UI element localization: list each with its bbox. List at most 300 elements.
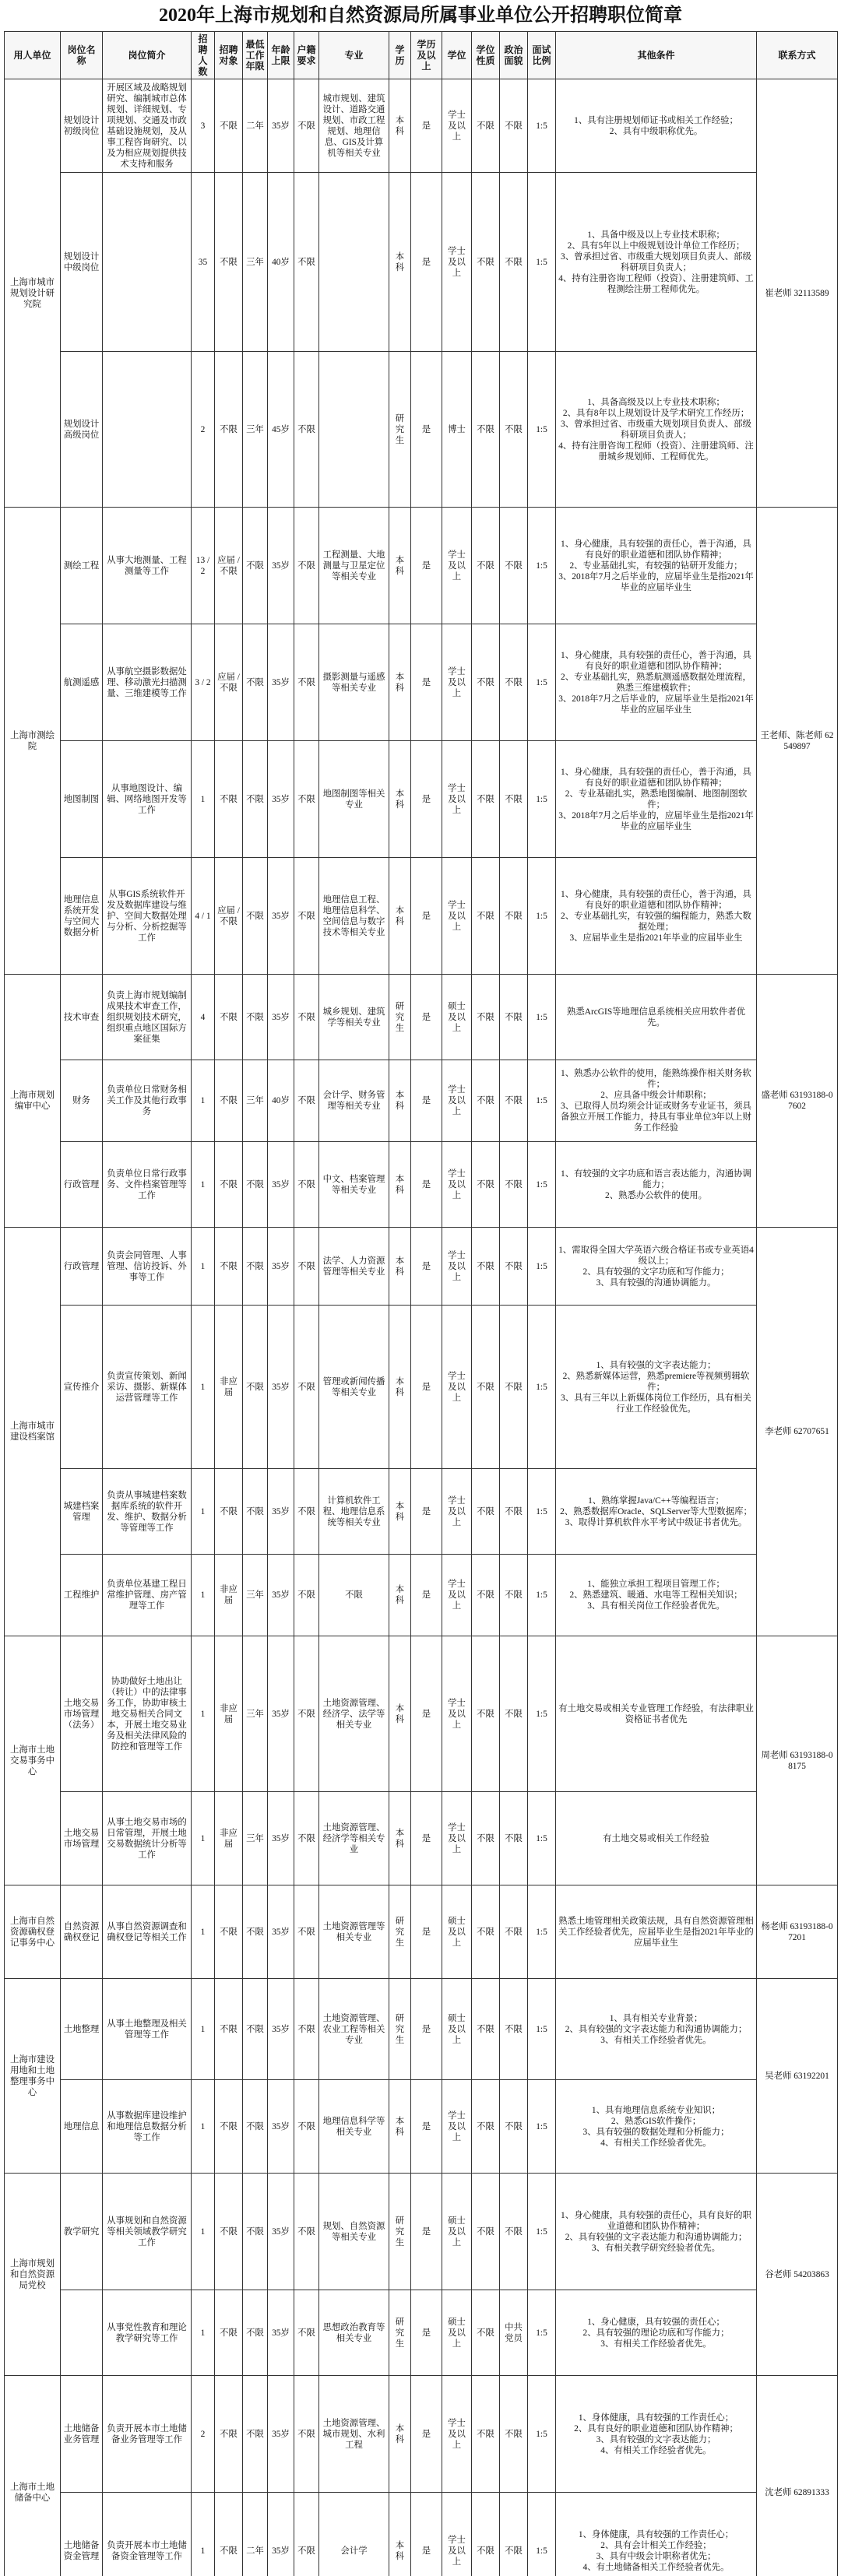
recruit-count: 1 (192, 2174, 215, 2290)
degree: 学士及以上 (442, 2080, 472, 2174)
position-intro: 开展区域及战略规划研究、编制城市总体规划、详细规划、专项规划、交通及市政基础设施规划，及从事工程咨询研究、以及为相应规划提供技术支持和服务 (103, 79, 192, 173)
interview-ratio: 1:5 (528, 1060, 556, 1142)
condition-line: 3、具有较强的数据处理和分析能力； (582, 2127, 730, 2137)
recruit-count: 1 (192, 741, 215, 858)
degree: 学士及以上 (442, 508, 472, 624)
education-or-above: 是 (411, 624, 442, 741)
table-row (5, 2174, 838, 2290)
hukou-requirement: 不限 (294, 858, 319, 975)
min-years: 三年 (243, 1555, 268, 1636)
recruit-target: 不限 (215, 1228, 243, 1306)
condition-line: 1、能独立承担工程项目管理工作； (587, 1580, 725, 1589)
column-header: 联系方式 (757, 32, 838, 79)
min-years: 不限 (243, 975, 268, 1060)
table-row (5, 741, 838, 858)
table-row (5, 508, 838, 624)
age-limit: 40岁 (268, 173, 294, 352)
position-name: 土地整理 (61, 1979, 103, 2080)
education-or-above: 是 (411, 1469, 442, 1555)
political-status: 不限 (500, 352, 528, 508)
table-row (5, 1060, 838, 1142)
recruit-count: 1 (192, 1885, 215, 1979)
column-header: 学位 (442, 32, 472, 79)
column-header: 岗位简介 (103, 32, 192, 79)
other-conditions (556, 1555, 757, 1636)
position-intro: 负责开展本市土地储备业务管理等工作 (103, 2376, 192, 2493)
condition-line: 1、有较强的文字功底和语言表达能力，沟通协调能力； (561, 1169, 751, 1190)
condition-line: 1、身心健康，具有较强的责任心，善于沟通，具有良好的职业道德和团队协作精神； (561, 767, 751, 788)
education: 本科 (389, 1555, 411, 1636)
degree-type: 不限 (472, 508, 500, 624)
condition-line: 4、有土地储备相关工作经验者优先。 (582, 2562, 730, 2572)
condition-line: 1、身体健康，具有较强的工作责任心； (578, 2529, 734, 2539)
position-name: 财务 (61, 1060, 103, 1142)
education: 本科 (389, 79, 411, 173)
table-header-row (5, 32, 838, 79)
hukou-requirement: 不限 (294, 1792, 319, 1885)
hukou-requirement: 不限 (294, 1979, 319, 2080)
condition-line: 2、熟悉数据库Oracle、SQLServer等大型数据库； (560, 1506, 752, 1516)
position-intro: 从事土地交易市场的日常管理，开展土地交易数据统计分析等工作 (103, 1792, 192, 1885)
education-or-above: 是 (411, 858, 442, 975)
political-status: 不限 (500, 1142, 528, 1228)
major: 城乡规划、建筑学等相关专业 (319, 975, 389, 1060)
other-conditions (556, 741, 757, 858)
min-years: 不限 (243, 1979, 268, 2080)
recruit-count: 3 (192, 79, 215, 173)
degree: 学士及以上 (442, 1306, 472, 1469)
min-years: 不限 (243, 2376, 268, 2493)
condition-line: 1、身心健康，具有较强的责任心，具有良好的职业道德和团队协作精神； (561, 2210, 751, 2231)
other-conditions (556, 1306, 757, 1469)
min-years: 二年 (243, 2493, 268, 2576)
age-limit: 35岁 (268, 624, 294, 741)
table-row (5, 1306, 838, 1469)
table-row (5, 352, 838, 508)
recruit-count: 1 (192, 1555, 215, 1636)
recruit-target: 非应届 (215, 1792, 243, 1885)
interview-ratio: 1:5 (528, 1306, 556, 1469)
major: 土地资源管理、经济学、法学等相关专业 (319, 1636, 389, 1792)
hukou-requirement: 不限 (294, 1555, 319, 1636)
major: 土地资源管理、城市规划、水利工程 (319, 2376, 389, 2493)
condition-line: 3、取得计算机软件水平考试中级证书者优先。 (565, 1517, 748, 1527)
position-intro (103, 173, 192, 352)
age-limit: 35岁 (268, 2290, 294, 2376)
condition-line: 1、身体健康，具有较强的工作责任心； (578, 2413, 734, 2423)
education-or-above: 是 (411, 2174, 442, 2290)
condition-line: 有土地交易或相关工作经验 (603, 1833, 709, 1843)
table-row (5, 1555, 838, 1636)
education: 本科 (389, 173, 411, 352)
age-limit: 35岁 (268, 2493, 294, 2576)
position-name: 自然资源确权登记 (61, 1885, 103, 1979)
position-intro: 负责宣传策划、新闻采访、摄影、新媒体运营管理等工作 (103, 1306, 192, 1469)
age-limit: 35岁 (268, 1142, 294, 1228)
education-or-above: 是 (411, 2376, 442, 2493)
age-limit: 35岁 (268, 975, 294, 1060)
interview-ratio: 1:5 (528, 2174, 556, 2290)
unit-name: 上海市测绘院 (5, 508, 61, 975)
condition-line: 2、具有较强的文字功底和写作能力； (582, 1267, 730, 1277)
recruit-target: 应届 / 不限 (215, 508, 243, 624)
unit-name: 上海市规划编审中心 (5, 975, 61, 1228)
position-intro: 从事航空摄影数据处理、移动激光扫描测量、三维建模等工作 (103, 624, 192, 741)
political-status: 不限 (500, 2493, 528, 2576)
education: 研究生 (389, 975, 411, 1060)
major: 管理或新闻传播等相关专业 (319, 1306, 389, 1469)
condition-line: 3、2018年7月之后毕业的，应届毕业生是指2021年毕业的应届毕业生 (558, 694, 754, 715)
position-name: 宣传推介 (61, 1306, 103, 1469)
contact-info: 杨老师 63193188-07201 (757, 1885, 838, 1979)
education: 研究生 (389, 2290, 411, 2376)
education-or-above: 是 (411, 508, 442, 624)
education-or-above: 是 (411, 1142, 442, 1228)
contact-info: 王老师、陈老师 62549897 (757, 508, 838, 975)
degree-type: 不限 (472, 1979, 500, 2080)
condition-line: 3、2018年7月之后毕业的，应届毕业生是指2021年毕业的应届毕业生 (558, 810, 754, 831)
condition-line: 1、熟练掌握Java/C++等编程语言； (588, 1495, 724, 1506)
min-years: 三年 (243, 1636, 268, 1792)
degree: 硕士及以上 (442, 1979, 472, 2080)
min-years: 三年 (243, 1792, 268, 1885)
position-intro: 从事党性教育和理论教学研究等工作 (103, 2290, 192, 2376)
interview-ratio: 1:5 (528, 2080, 556, 2174)
unit-name: 上海市城市规划设计研究院 (5, 79, 61, 508)
column-header: 用人单位 (5, 32, 61, 79)
interview-ratio: 1:5 (528, 1469, 556, 1555)
condition-line: 3、有相关工作经验者优先。 (600, 2035, 712, 2045)
condition-line: 3、已取得人员均须会计证或财务专业证书，须具备独立开展工作能力，持具有事业单位3年以上财务工作经验 (561, 1102, 751, 1133)
condition-line: 1、具有地理信息系统专业知识； (591, 2105, 721, 2115)
contact-info: 周老师 63193188-08175 (757, 1636, 838, 1885)
age-limit: 35岁 (268, 1636, 294, 1792)
position-name: 规划设计初级岗位 (61, 79, 103, 173)
table-row (5, 975, 838, 1060)
position-intro: 负责开展本市土地储备资金管理等工作 (103, 2493, 192, 2576)
recruit-count: 1 (192, 1636, 215, 1792)
position-name: 教学研究 (61, 2174, 103, 2290)
education-or-above: 是 (411, 2080, 442, 2174)
table-row (5, 2290, 838, 2376)
political-status: 不限 (500, 173, 528, 352)
degree: 学士及以上 (442, 79, 472, 173)
major: 会计学、财务管理等相关专业 (319, 1060, 389, 1142)
education: 本科 (389, 1228, 411, 1306)
age-limit: 35岁 (268, 2174, 294, 2290)
political-status: 中共党员 (500, 2290, 528, 2376)
recruit-target: 不限 (215, 2376, 243, 2493)
hukou-requirement: 不限 (294, 2174, 319, 2290)
condition-line: 1、身心健康，具有较强的责任心，善于沟通，具有良好的职业道德和团队协作精神； (561, 539, 751, 560)
position-intro: 负责单位日常财务相关工作及其他行政事务 (103, 1060, 192, 1142)
min-years: 不限 (243, 741, 268, 858)
degree-type: 不限 (472, 1228, 500, 1306)
political-status: 不限 (500, 858, 528, 975)
degree-type: 不限 (472, 741, 500, 858)
degree: 学士及以上 (442, 741, 472, 858)
other-conditions (556, 79, 757, 173)
position-name: 地理信息 (61, 2080, 103, 2174)
education: 本科 (389, 2493, 411, 2576)
condition-line: 1、具有相关专业背景； (609, 2013, 703, 2023)
degree-type: 不限 (472, 79, 500, 173)
position-intro: 负责会同管理、人事管理、信访投诉、外事等工作 (103, 1228, 192, 1306)
hukou-requirement: 不限 (294, 1469, 319, 1555)
min-years: 不限 (243, 2174, 268, 2290)
interview-ratio: 1:5 (528, 1228, 556, 1306)
condition-line: 4、有相关工作经验者优先。 (600, 2138, 712, 2148)
condition-line: 2、熟悉GIS软件操作； (611, 2116, 702, 2126)
position-intro: 负责单位日常行政事务、文件档案管理等工作 (103, 1142, 192, 1228)
recruit-count: 3 / 2 (192, 624, 215, 741)
condition-line: 1、需取得全国大学英语六级合格证书或专业英语4级以上； (558, 1245, 754, 1266)
interview-ratio: 1:5 (528, 975, 556, 1060)
position-intro: 从事GIS系统软件开发及数据库建设与维护、空间大数据处理与分析、分析挖掘等工作 (103, 858, 192, 975)
political-status: 不限 (500, 79, 528, 173)
interview-ratio: 1:5 (528, 1979, 556, 2080)
hukou-requirement: 不限 (294, 173, 319, 352)
recruit-target: 不限 (215, 1979, 243, 2080)
degree-type: 不限 (472, 858, 500, 975)
education: 本科 (389, 1060, 411, 1142)
degree: 硕士及以上 (442, 1885, 472, 1979)
other-conditions (556, 2376, 757, 2493)
condition-line: 1、具备中级及以上专业技术职称； (587, 230, 725, 240)
condition-line: 2、具有会计相关工作经验； (600, 2540, 712, 2550)
column-header: 最低工作年限 (243, 32, 268, 79)
recruit-target: 不限 (215, 1469, 243, 1555)
column-header: 政治面貌 (500, 32, 528, 79)
hukou-requirement: 不限 (294, 1142, 319, 1228)
degree-type: 不限 (472, 2376, 500, 2493)
recruit-target: 不限 (215, 1885, 243, 1979)
condition-line: 2、具有中级职称优先。 (609, 126, 703, 136)
education-or-above: 是 (411, 1306, 442, 1469)
hukou-requirement: 不限 (294, 2376, 319, 2493)
major: 土地资源管理等相关专业 (319, 1885, 389, 1979)
hukou-requirement: 不限 (294, 624, 319, 741)
recruit-count: 1 (192, 1228, 215, 1306)
hukou-requirement: 不限 (294, 79, 319, 173)
age-limit: 35岁 (268, 1469, 294, 1555)
min-years: 不限 (243, 1306, 268, 1469)
column-header: 学历 (389, 32, 411, 79)
degree-type: 不限 (472, 1792, 500, 1885)
age-limit: 35岁 (268, 1792, 294, 1885)
other-conditions (556, 508, 757, 624)
unit-name: 上海市城市建设档案馆 (5, 1228, 61, 1636)
table-row (5, 1979, 838, 2080)
table-body (5, 79, 838, 2576)
age-limit: 45岁 (268, 352, 294, 508)
condition-line: 熟悉土地管理相关政策法规，具有自然资源管理相关工作经验者优先，应届毕业生是指2021年毕业的应届毕业生 (558, 1916, 754, 1948)
column-header: 年龄上限 (268, 32, 294, 79)
hukou-requirement: 不限 (294, 975, 319, 1060)
min-years: 二年 (243, 79, 268, 173)
condition-line: 2、专业基础扎实，有较强的钻研开发能力； (569, 561, 743, 571)
recruit-target: 不限 (215, 2493, 243, 2576)
education: 研究生 (389, 1885, 411, 1979)
hukou-requirement: 不限 (294, 1306, 319, 1469)
condition-line: 3、应届毕业生是指2021年毕业的应届毕业生 (569, 933, 743, 943)
political-status: 不限 (500, 508, 528, 624)
major: 摄影测量与遥感等相关专业 (319, 624, 389, 741)
age-limit: 35岁 (268, 508, 294, 624)
recruit-count: 1 (192, 1306, 215, 1469)
degree-type: 不限 (472, 1060, 500, 1142)
major: 中文、档案管理等相关专业 (319, 1142, 389, 1228)
other-conditions (556, 2290, 757, 2376)
age-limit: 35岁 (268, 2080, 294, 2174)
position-intro (103, 352, 192, 508)
condition-line: 1、身心健康，具有较强的责任心，善于沟通，具有良好的职业道德和团队协作精神； (561, 650, 751, 671)
interview-ratio: 1:5 (528, 173, 556, 352)
position-name: 土地交易市场管理（法务） (61, 1636, 103, 1792)
position-intro: 负责从事城建档案数据库系统的软件开发、维护、数据分析等管理等工作 (103, 1469, 192, 1555)
degree-type: 不限 (472, 1636, 500, 1792)
column-header: 岗位名称 (61, 32, 103, 79)
recruit-count: 1 (192, 1792, 215, 1885)
political-status: 不限 (500, 2376, 528, 2493)
table-row (5, 1885, 838, 1979)
political-status: 不限 (500, 1885, 528, 1979)
min-years: 不限 (243, 508, 268, 624)
position-name: 土地交易市场管理 (61, 1792, 103, 1885)
column-header: 招聘对象 (215, 32, 243, 79)
education-or-above: 是 (411, 1979, 442, 2080)
min-years: 不限 (243, 2290, 268, 2376)
major: 思想政治教育等相关专业 (319, 2290, 389, 2376)
table-row (5, 858, 838, 975)
interview-ratio: 1:5 (528, 1142, 556, 1228)
other-conditions (556, 1885, 757, 1979)
unit-name: 上海市土地交易事务中心 (5, 1636, 61, 1885)
political-status: 不限 (500, 1306, 528, 1469)
recruitment-table (4, 31, 838, 2576)
hukou-requirement: 不限 (294, 1885, 319, 1979)
hukou-requirement: 不限 (294, 1060, 319, 1142)
column-header: 面试比例 (528, 32, 556, 79)
political-status: 不限 (500, 1228, 528, 1306)
major: 土地资源管理、经济学等相关专业 (319, 1792, 389, 1885)
education: 本科 (389, 858, 411, 975)
education-or-above: 是 (411, 1636, 442, 1792)
condition-line: 1、身心健康，具有较强的责任心； (587, 2317, 725, 2327)
condition-line: 1、身心健康，具有较强的责任心，善于沟通，具有良好的职业道德和团队协作精神； (561, 889, 751, 910)
degree-type: 不限 (472, 1306, 500, 1469)
recruit-target: 非应届 (215, 1555, 243, 1636)
interview-ratio: 1:5 (528, 508, 556, 624)
recruit-count: 1 (192, 2080, 215, 2174)
table-row (5, 2080, 838, 2174)
major (319, 352, 389, 508)
other-conditions (556, 1228, 757, 1306)
degree-type: 不限 (472, 2290, 500, 2376)
condition-line: 3、具有三年以上新媒体岗位工作经历，具有相关行业工作经验优先。 (561, 1393, 751, 1414)
degree-type: 不限 (472, 1885, 500, 1979)
condition-line: 2、具有较强的文字表达能力和沟通协调能力； (565, 2232, 748, 2242)
major: 土地资源管理、农业工程等相关专业 (319, 1979, 389, 2080)
position-name: 地理信息系统开发与空间大数据分析 (61, 858, 103, 975)
education-or-above: 是 (411, 352, 442, 508)
position-intro: 负责上海市规划编制成果技术审查工作，组织规划技术研究，组织重点地区国际方案征集 (103, 975, 192, 1060)
age-limit: 35岁 (268, 1979, 294, 2080)
table-row (5, 173, 838, 352)
position-name: 技术审查 (61, 975, 103, 1060)
condition-line: 2、具有较强的理论功底和写作能力； (582, 2328, 730, 2338)
education-or-above: 是 (411, 79, 442, 173)
min-years: 不限 (243, 858, 268, 975)
other-conditions (556, 1060, 757, 1142)
political-status: 不限 (500, 1636, 528, 1792)
major: 规划、自然资源等相关专业 (319, 2174, 389, 2290)
political-status: 不限 (500, 1555, 528, 1636)
table-row (5, 1792, 838, 1885)
condition-line: 1、具有较强的文字表达能力； (596, 1360, 716, 1370)
condition-line: 2、具有5年以上中级规划设计单位工作经历； (567, 241, 745, 251)
interview-ratio: 1:5 (528, 741, 556, 858)
other-conditions (556, 1142, 757, 1228)
table-row (5, 2376, 838, 2493)
recruit-target: 应届 / 不限 (215, 858, 243, 975)
education-or-above: 是 (411, 2290, 442, 2376)
political-status: 不限 (500, 741, 528, 858)
contact-info: 沈老师 62891333 (757, 2376, 838, 2576)
condition-line: 2、熟悉办公软件的使用。 (605, 1190, 707, 1200)
table-row (5, 1228, 838, 1306)
position-intro: 协助做好土地出让（转让）中的法律事务工作，协助审核土地交易相关合同文本，开展土地交易业务及相关法律风险的防控和管理等工作 (103, 1636, 192, 1792)
degree: 学士及以上 (442, 1636, 472, 1792)
degree: 学士及以上 (442, 1142, 472, 1228)
education-or-above: 是 (411, 1885, 442, 1979)
hukou-requirement: 不限 (294, 1228, 319, 1306)
major: 会计学 (319, 2493, 389, 2576)
education: 本科 (389, 2376, 411, 2493)
column-header: 其他条件 (556, 32, 757, 79)
political-status: 不限 (500, 1792, 528, 1885)
major: 地理信息工程、地理信息科学、空间信息与数字技术等相关专业 (319, 858, 389, 975)
other-conditions (556, 1469, 757, 1555)
degree: 学士及以上 (442, 1555, 472, 1636)
position-intro: 从事大地测量、工程测量等工作 (103, 508, 192, 624)
major: 城市规划、建筑设计、道路交通规划、市政工程规划、地理信息、GIS及计算机等相关专业 (319, 79, 389, 173)
condition-line: 3、曾承担过省、市级重大规划项目负责人、部级科研项目负责人； (561, 251, 751, 272)
min-years: 不限 (243, 1228, 268, 1306)
education: 本科 (389, 1469, 411, 1555)
condition-line: 2、熟悉新媒体运营，熟悉premiere等视频剪辑软件； (562, 1371, 750, 1392)
condition-line: 2、具有良好的职业道德和团队协作精神； (574, 2423, 738, 2434)
education-or-above: 是 (411, 975, 442, 1060)
interview-ratio: 1:5 (528, 1555, 556, 1636)
hukou-requirement: 不限 (294, 2493, 319, 2576)
position-name: 土地储备业务管理 (61, 2376, 103, 2493)
condition-line: 3、有相关教学研究经验者优先。 (591, 2243, 721, 2253)
column-header: 学位性质 (472, 32, 500, 79)
recruit-target: 不限 (215, 2080, 243, 2174)
recruit-count: 1 (192, 2493, 215, 2576)
recruit-target: 不限 (215, 1142, 243, 1228)
recruit-target: 不限 (215, 79, 243, 173)
unit-name: 上海市建设用地和土地整理事务中心 (5, 1979, 61, 2174)
recruit-target: 不限 (215, 2290, 243, 2376)
other-conditions (556, 1792, 757, 1885)
degree: 学士及以上 (442, 1060, 472, 1142)
condition-line: 2、专业基础扎实，熟悉地图编制、地图制图软件； (565, 789, 748, 810)
position-name: 工程维护 (61, 1555, 103, 1636)
degree-type: 不限 (472, 1469, 500, 1555)
position-name: 规划设计中级岗位 (61, 173, 103, 352)
